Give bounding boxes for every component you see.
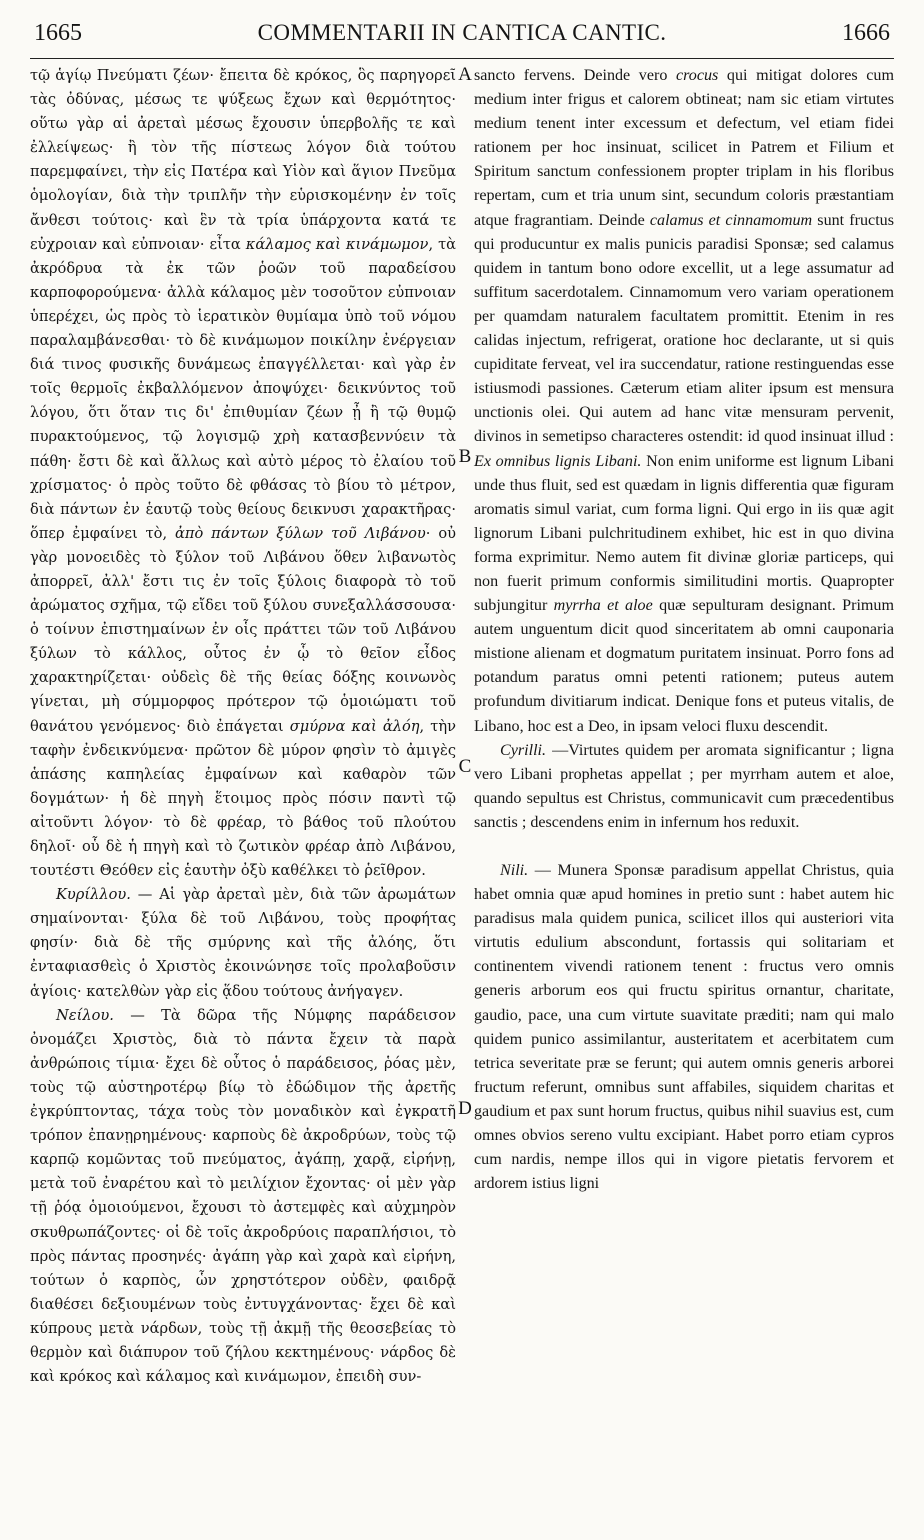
greek-text: — Αἱ γὰρ ἀρεταὶ μὲν, διὰ τῶν ἀρωμάτων σημαίνονται· ξύλα δὲ τοῦ Λιβάνου, τοὺς προφήτας φησίν· διὰ δὲ τῆς σμύρνης καὶ τῆς ἀλόης, ὅτι ἐνταφιασθεὶς ὁ Χριστὸς ἐκοινώνησε τοῖς προλαβοῦσιν ἁγίοις· κατελθὼν γὰρ εἰς ᾅδου τούτους ἀνήγαγεν. [30, 886, 456, 1000]
greek-paragraph-nilus [30, 1004, 456, 1390]
greek-text: — Τὰ δῶρα τῆς Νύμφης παράδεισον ὀνομάζει Χριστὸς, διὰ τὸ πάντα ἔχειν τὰ παρὰ ἀνθρώποις τίμια· ἔχει δὲ οὗτος ὁ παράδεισος, ῥόας μὲν, τοὺς τῷ αὐστηροτέρῳ βίῳ τὸ ἐδώδιμον τῆς ἀρετῆς ἐγκρύπτοντας, τάχα τοὺς τὸν μοναδικὸν καὶ ἐγκρατῆ τρόπον ἐπανῃρημένους· καρποὺς δὲ ἀκροδρύων, τοὺς τῷ καρπῷ κομῶντας τοῦ πνεύματος, ἀγάπῃ, χαρᾷ, εἰρήνῃ, μετὰ τοῦ ἐναρέτου καὶ τὸ μειλίχιον ἔχοντας· οἱ μὲν γὰρ τῇ ῥόᾳ ὁμοιούμενοι, ἔχουσι τὸ ἀστεμφὲς καὶ αὐχμηρὸν σκυθρωπάζοντες· οἱ δὲ τοῖς ἀκροδρύοις παραπλήσιοι, τὸ πρὸς πάντας προσηνές· ἀγάπη γὰρ καὶ χαρὰ καὶ εἰρήνη, τούτων ὁ καρπὸς, ὧν χρηστότερον οὐδὲν, φαιδρᾷ διαθέσει δεξιουμένων τοὺς ἐντυγχάνοντας· ἔχει δὲ καὶ κύπρους μετὰ νάρδων, τοὺς τῇ ἀκμῇ τῆς θεοσεβείας τὸ θερμὸν καὶ διάπυρον τοῦ ζήλου κεκτημένους· νάρδος δὲ καὶ κρόκος καὶ κάλαμος καὶ κινάμωμον, ἐπειδὴ συν- [30, 1006, 456, 1386]
latin-italic-phrase: myrrha et aloe [553, 597, 653, 615]
latin-text: quæ sepulturam designant. Primum autem unguentum dicit quod sinceritatem ab omni cauponaria mistione alienam et dogmatum puritatem insinuat. Porro fons ad potandum paratus omni petenti rationem; puteus autem profundum divitiarum indicat. Denique fons et puteus vitalis, de Libano, hoc est a Deo, in ipsam veloci fluxu descendit. [474, 597, 894, 735]
latin-paragraph-nilus [474, 859, 894, 1196]
latin-italic-phrase: calamus et cinnamomum [649, 211, 813, 229]
latin-italic-phrase: Ex omnibus lignis Libani. [474, 452, 642, 470]
page-header [30, 14, 894, 59]
latin-italic-phrase: crocus [676, 67, 719, 84]
latin-text: —Virtutes quidem per aromata significantur ; ligna vero Libani prophetas appellat ; per myrrham autem et aloe, quando sepultus est Christus, communicavit cum præcedentibus sanctis ; descendens enim in infernum hos reduxit. [474, 741, 894, 831]
latin-paragraph-cyril [474, 739, 894, 835]
section-marker-c: C [458, 756, 472, 777]
page-number-right: 1666 [842, 20, 890, 46]
greek-column [30, 64, 456, 1389]
greek-italic-phrase: κάλαμος καὶ κινάμωμον [245, 235, 429, 253]
greek-author-nilus: Νείλου. [56, 1006, 114, 1024]
greek-text: · οὐ γὰρ μονοειδὲς τὸ ξύλον τοῦ Λιβάνου ὅθεν λιβανωτὸς ἀπορρεῖ, ἀλλ' ἔστι τις ἐν τοῖς ξύλοις διαφορὰ τὸ τοῦ ἀρώματος σχῆμα, τῷ εἴδει τοῦ ξύλου συνεξαλλάσσουσα· ὁ τοίνυν ἐπιστημαίνων ἐν οἷς πράττει τῶν τοῦ Λιβάνου ξύλων τὸ κάλλος, οὗτος ἐν ᾧ τὸ θεῖον εἶδος χαρακτηρίζεται· οὐδεὶς δὲ τῆς θείας δόξης κοινωνὸς γίνεται, μὴ σύμμορφος πρότερον τῷ ὁμοιώματι τοῦ θανάτου γενόμενος· διὸ ἐπάγεται [30, 524, 457, 735]
latin-text: qui mitigat dolores cum medium inter frigus et calorem obtineat; nam sic etiam virtutes medium tenent inter excessum et defectum, vel etiam fidei rationem per hoc insinuat, scilicet in Patrem et Filium et Spiritum sanctum confessionem propter triplam in his floribus repertam, cum et tria unum sint, secundum coloris præstantiam atque fragrantiam. Deinde [474, 67, 894, 229]
running-title: COMMENTARII IN CANTICA CANTIC. [257, 20, 667, 45]
latin-text: sancto fervens. Deinde vero [474, 67, 676, 84]
section-marker-b: B [458, 446, 472, 467]
latin-text: Non enim uniforme est lignum Libani unde thus fluit, sed est quædam in lignis differentia quæ figuram aromatis simul variat, cum forma ligni. Qui ergo in iis quæ agit lignorum Libani pulchritudinem exhibet, hic est in quo divina forma exprimitur. Nemo autem fit divinæ gloriæ particeps, qui non fuerit primum conformis similitudini mortis. Quapropter subjungitur [474, 452, 894, 615]
greek-italic-phrase: ἀπὸ πάντων ξύλων τοῦ Λιβάνου [175, 524, 426, 542]
greek-text: , τὴν ταφὴν ἐνδεικνύμενα· πρῶτον δὲ μύρον φησὶν τὸ ἀμιγὲς ἁπάσης καπηλείας ἐμφαίνων καὶ καθαρὸν τῶν δογμάτων· ἡ δὲ πηγὴ ἕτοιμος πρὸς πόσιν παντὶ τῷ αἰτοῦντι λόγον· τὸ δὲ φρέαρ, τὸ βάθος τοῦ πλούτου δηλοῖ· οὗ δὲ ἡ πηγὴ καὶ τὸ ζωτικὸν φρέαρ ἀπὸ Λιβάνου, τουτέστι Θεόθεν εἰς ἑαυτὴν ὀξὺ καθέλκει τὸ ῥεῖθρον. [30, 717, 456, 880]
greek-text: τῷ ἁγίῳ Πνεύματι ζέων· ἔπειτα δὲ κρόκος, ὃς παρηγορεῖ τὰς ὀδύνας, μέσως τε ψύξεως ἔχων καὶ θερμότητος· οὕτω γὰρ αἱ ἀρεταὶ μέσως ἔχουσιν ὑπερβολῆς τε καὶ ἐλλείψεως· ἢ τὸν τῆς πίστεως λόγον διὰ τούτου παρεμφαίνει, τὴν εἰς Πατέρα καὶ Υἱὸν καὶ ἅγιον Πνεῦμα ὁμολογίαν, διὰ τὴν τριπλῆν τὴν εὑρισκομένην ἐν τοῖς ἄνθεσι τούτοις· καὶ ἓν τὰ τρία ὑπάρχοντα κατά τε εὐχροιαν καὶ εὐπνοιαν· εἶτα [30, 67, 456, 253]
latin-text: sunt fructus qui producuntur ex malis punicis paradisi Sponsæ; sed calamus quidem in tantum bono odore excellit, ut a lege assumatur ad suffitum sacerdotalem. Cinnamomum vero variam operationem per quamdam naturalem facultatem promittit. Etenim in res calidas injectum, refrigerat, oratione hoc declarante, ut si quis cupiditate ferveat, vel ira succendatur, ratione restinguendas esse istiusmodi passiones. Cæterum etiam aliter ipsum est mensura unctionis olei. Qui autem ad hanc vitæ mensuram pervenit, divinos in semetipso characteres ostendit: id quod insinuat illud : [474, 211, 894, 446]
greek-text: , τὰ ἀκρόδρυα τὰ ἐκ τῶν ῥοῶν τοῦ παραδείσου καρποφορούμενα· ἀλλὰ κάλαμος μὲν τοσοῦτον εὐπνοιαν ὑπερέχει, ὡς πρὸς τὸ ἱερατικὸν θυμίαμα ὑπὸ τοῦ νόμου παραλαμβάνεσθαι· τὸ δὲ κινάμωμον ποικίλην ἐνέργειαν διά τινος φυσικῆς δυνάμεως ἐπαγγέλλεται· καὶ γὰρ ἐν τοῖς θερμοῖς ἐκβαλλόμενον ἀποψύχει· δεικνύντος τοῦ λόγου, ὅτι ὅταν τις δι' ἐπιθυμίαν ζέων ᾖ ἢ τῷ θυμῷ πυρακτούμενος, τῷ λογισμῷ χρὴ κατασβεννύειν τὰ πάθη· ἔστι δὲ καὶ ἄλλως καὶ αὐτὸ μέρος τὸ ἐλαίου τοῦ χρίσματος· ὁ πρὸς τοῦτο δὲ φθάσας τὸ βίου τὸ μέτρον, διὰ πάντων ἐν ἑαυτῷ τοὺς θείους δεικνυσι χαρακτῆρας· ὅπερ ἐμφαίνει τὸ, [30, 235, 457, 542]
latin-column [474, 64, 894, 1196]
latin-author-cyril: Cyrilli. [500, 741, 547, 759]
section-marker-a: A [458, 64, 472, 85]
greek-paragraph-cyril [30, 883, 456, 1003]
latin-text: — Munera Sponsæ paradisum appellat Christus, quia habet omnia quæ apud homines in pretio sunt : habet autem hic paradisus mala quidem punica, scilicet illos qui austeriori vita virtutis edulium abscondunt, fortassis qui solitariam et continentem vivendi rationem tenent : fructus vero omnis generis arborum eos qui fructu spiritus ornantur, charitate, gaudio, pace, una cum virtute suavitate præditi; nam qui malo quidem punico assimilantur, austeritatem et acerbitatem cum tetrica severitate præ se ferunt; qui autem omnis generis arborei fructum referunt, omnibus sunt affabiles, siquidem charitas et gaudium et pax sunt horum fructus, quibus nihil suavius est, cum omnes obvios sereno vultu excipiant. Habet porro etiam cypros cum nardis, nempe illos qui in vigore pietatis fervorem et ardorem istius ligni [474, 862, 894, 1193]
page-number-left: 1665 [34, 20, 82, 46]
section-marker-d: D [458, 1098, 472, 1119]
latin-author-nilus: Nili. [500, 862, 529, 879]
greek-author-cyril: Κυρίλλου. [56, 886, 131, 904]
greek-paragraph-1 [30, 64, 456, 883]
greek-italic-phrase: σμύρνα καὶ ἀλόη [289, 717, 420, 735]
latin-paragraph-1 [474, 64, 894, 739]
